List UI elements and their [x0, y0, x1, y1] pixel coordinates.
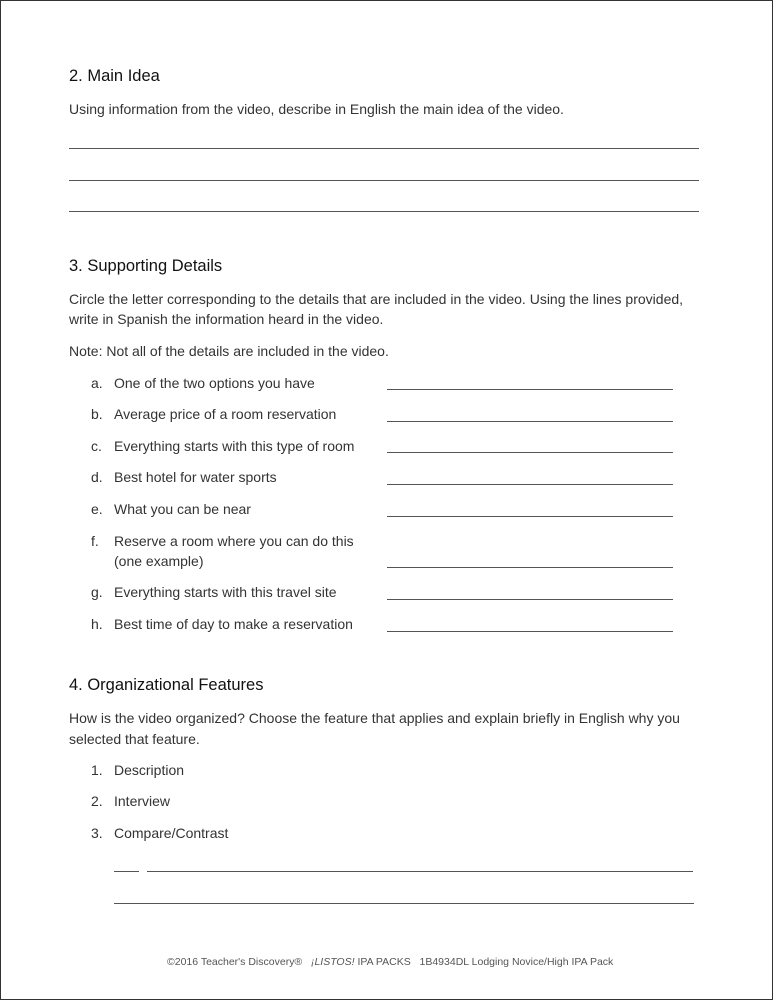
detail-text: What you can be near	[114, 501, 251, 517]
detail-answer-line[interactable]	[387, 631, 673, 632]
detail-text: Everything starts with this type of room	[114, 438, 355, 454]
detail-answer-line[interactable]	[387, 516, 673, 517]
detail-letter[interactable]: b.	[91, 406, 103, 422]
detail-answer-line[interactable]	[387, 389, 673, 390]
detail-letter[interactable]: e.	[91, 501, 103, 517]
explanation-line[interactable]	[147, 871, 693, 872]
section-2-heading: 2. Main Idea	[69, 67, 160, 85]
footer-pack: IPA PACKS 1B4934DL Lodging Novice/High IPA Pack	[357, 956, 614, 968]
detail-text: One of the two options you have	[114, 375, 315, 391]
detail-letter[interactable]: g.	[91, 584, 103, 600]
section-4-instructions: How is the video organized? Choose the feature that applies and explain briefly in English why you	[69, 710, 680, 726]
section-3-heading: 3. Supporting Details	[69, 257, 223, 275]
detail-answer-line[interactable]	[387, 599, 673, 600]
detail-text: (one example)	[114, 553, 204, 569]
detail-text: Best hotel for water sports	[114, 469, 277, 485]
option-number: 2.	[91, 793, 103, 809]
answer-line[interactable]	[69, 211, 699, 212]
option-number: 3.	[91, 825, 103, 841]
footer-copyright: ©2016 Teacher's Discovery®	[167, 956, 303, 968]
section-3-note: Note: Not all of the details are included in the video.	[69, 343, 389, 359]
detail-text: Reserve a room where you can do this	[114, 533, 354, 549]
option-interview: Interview	[114, 793, 171, 809]
detail-answer-line[interactable]	[387, 421, 673, 422]
footer	[167, 956, 613, 968]
option-compare-contrast: Compare/Contrast	[114, 825, 229, 841]
section-4-instructions: selected that feature.	[69, 731, 200, 747]
detail-text: Average price of a room reservation	[114, 406, 337, 422]
explanation-line[interactable]	[114, 903, 694, 904]
detail-letter[interactable]: h.	[91, 616, 103, 632]
detail-letter[interactable]: f.	[91, 533, 99, 549]
choice-line[interactable]	[114, 871, 139, 872]
detail-answer-line[interactable]	[387, 452, 673, 453]
detail-text: Best time of day to make a reservation	[114, 616, 353, 632]
footer-series: ¡LISTOS!	[310, 956, 355, 968]
section-2-instructions: Using information from the video, describe in English the main idea of the video.	[69, 101, 564, 117]
section-3-instructions: Circle the letter corresponding to the details that are included in the video. Using the lines provided,	[69, 291, 684, 307]
detail-answer-line[interactable]	[387, 567, 673, 568]
answer-line[interactable]	[69, 148, 699, 149]
detail-answer-line[interactable]	[387, 484, 673, 485]
detail-letter[interactable]: c.	[91, 438, 102, 454]
section-4-heading: 4. Organizational Features	[69, 676, 264, 694]
option-description: Description	[114, 762, 185, 778]
detail-letter[interactable]: a.	[91, 375, 103, 391]
detail-text: Everything starts with this travel site	[114, 584, 337, 600]
section-3-instructions: write in Spanish the information heard in the video.	[69, 311, 384, 327]
detail-letter[interactable]: d.	[91, 469, 103, 485]
answer-line[interactable]	[69, 180, 699, 181]
option-number: 1.	[91, 762, 103, 778]
